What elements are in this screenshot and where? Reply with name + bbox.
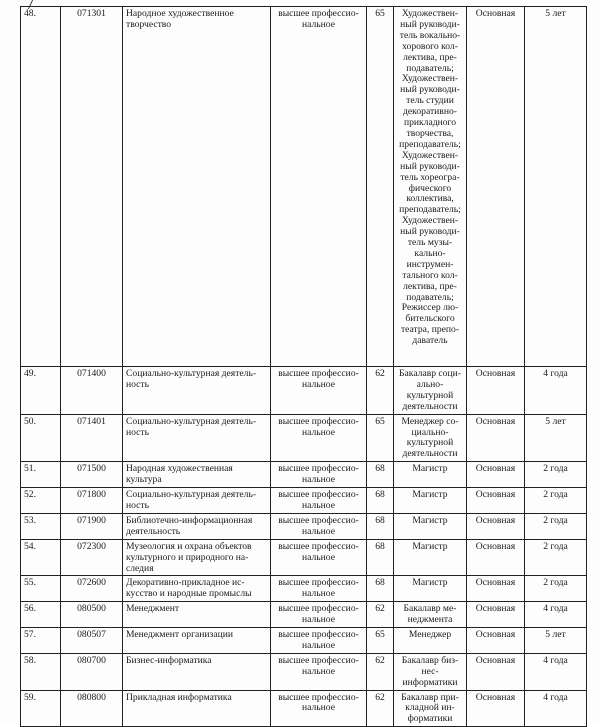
- education-level: высшее профессио-нальное: [271, 488, 367, 514]
- program-kind: Основная: [467, 690, 525, 727]
- qualification: Бакалавр соци-ально-культурной деятельности: [394, 367, 467, 415]
- education-level: высшее профессио-нальное: [271, 414, 367, 462]
- program-kind: Основная: [467, 367, 525, 415]
- qualification: Менеджер: [394, 628, 467, 654]
- education-level: высшее профессио-нальное: [271, 602, 367, 628]
- program-code: 080507: [61, 628, 123, 654]
- program-kind: Основная: [467, 513, 525, 539]
- qualification: Магистр: [394, 539, 467, 576]
- program-name: Музеология и охрана объектов культурного и природного на-следия: [123, 539, 271, 576]
- table-row: [21, 539, 587, 576]
- row-number: 50.: [21, 414, 61, 462]
- row-number: 51.: [21, 462, 61, 488]
- program-kind: Основная: [467, 628, 525, 654]
- study-term: 2 года: [525, 539, 587, 576]
- row-number: 56.: [21, 602, 61, 628]
- program-kind: Основная: [467, 488, 525, 514]
- program-name: Народное художественное творчество: [123, 7, 271, 367]
- study-term: 5 лет: [525, 414, 587, 462]
- row-number: 49.: [21, 367, 61, 415]
- table-row: [21, 462, 587, 488]
- table-row: [21, 653, 587, 690]
- study-term: 5 лет: [525, 7, 587, 367]
- program-kind: Основная: [467, 7, 525, 367]
- row-number: 58.: [21, 653, 61, 690]
- program-name: Социально-культурная деятель-ность: [123, 414, 271, 462]
- education-level: высшее профессио-нальное: [271, 367, 367, 415]
- program-code: 071301: [61, 7, 123, 367]
- qualification-code: 65: [367, 628, 394, 654]
- table-row: [21, 367, 587, 415]
- program-name: Менеджмент организации: [123, 628, 271, 654]
- program-code: 071900: [61, 513, 123, 539]
- qualification-code: 62: [367, 367, 394, 415]
- qualification: Бакалавр биз-нес-информатики: [394, 653, 467, 690]
- qualification-code: 62: [367, 690, 394, 727]
- program-code: 080700: [61, 653, 123, 690]
- qualification-code: 68: [367, 488, 394, 514]
- programs-table: [20, 6, 587, 727]
- program-name: Декоративно-прикладное ис-кусство и народные промыслы: [123, 576, 271, 602]
- table-row: [21, 7, 587, 367]
- program-kind: Основная: [467, 602, 525, 628]
- program-name: Библиотечно-информационная деятельность: [123, 513, 271, 539]
- qualification: Бакалавр ме-неджмента: [394, 602, 467, 628]
- table-row: [21, 576, 587, 602]
- program-code: 072600: [61, 576, 123, 602]
- program-name: Менеджмент: [123, 602, 271, 628]
- program-kind: Основная: [467, 576, 525, 602]
- table-row: [21, 488, 587, 514]
- program-code: 080500: [61, 602, 123, 628]
- qualification: Магистр: [394, 488, 467, 514]
- study-term: 2 года: [525, 462, 587, 488]
- qualification: Магистр: [394, 513, 467, 539]
- qualification: Бакалавр при-кладной ин-форматики: [394, 690, 467, 727]
- study-term: 4 года: [525, 690, 587, 727]
- qualification-code: 65: [367, 7, 394, 367]
- program-kind: Основная: [467, 414, 525, 462]
- education-level: высшее профессио-нальное: [271, 539, 367, 576]
- row-number: 54.: [21, 539, 61, 576]
- education-level: высшее профессио-нальное: [271, 690, 367, 727]
- row-number: 52.: [21, 488, 61, 514]
- education-level: высшее профессио-нальное: [271, 513, 367, 539]
- program-name: Бизнес-информатика: [123, 653, 271, 690]
- qualification: Художествен-ный руководи-тель вокально-хорового кол-лектива, пре-подаватель; Художествен-ный руководи-тель студии декоративно-прикладного творчества, преподаватель; Художествен-ный руководи-тель хореогра-фического коллектива, преподаватель; Художествен-ный руководи-тель музы-кально-инструмен-тального кол-лектива, пре-подаватель; Режиссер лю-бительского театра, препо-даватель: [394, 7, 467, 367]
- program-code: 072300: [61, 539, 123, 576]
- program-kind: Основная: [467, 653, 525, 690]
- table-row: [21, 513, 587, 539]
- row-number: 59.: [21, 690, 61, 727]
- row-number: 53.: [21, 513, 61, 539]
- study-term: 4 года: [525, 602, 587, 628]
- qualification-code: 62: [367, 653, 394, 690]
- row-number: 57.: [21, 628, 61, 654]
- row-number: 55.: [21, 576, 61, 602]
- row-number: 48.: [21, 7, 61, 367]
- study-term: 4 года: [525, 653, 587, 690]
- study-term: 2 года: [525, 513, 587, 539]
- program-code: 071800: [61, 488, 123, 514]
- program-kind: Основная: [467, 462, 525, 488]
- table-row: [21, 414, 587, 462]
- program-name: Прикладная информатика: [123, 690, 271, 727]
- qualification-code: 68: [367, 513, 394, 539]
- education-level: высшее профессио-нальное: [271, 462, 367, 488]
- table-row: [21, 690, 587, 727]
- qualification-code: 68: [367, 539, 394, 576]
- program-code: 071401: [61, 414, 123, 462]
- program-code: 071400: [61, 367, 123, 415]
- qualification-code: 68: [367, 462, 394, 488]
- qualification: Магистр: [394, 576, 467, 602]
- education-level: высшее профессио-нальное: [271, 576, 367, 602]
- education-level: высшее профессио-нальное: [271, 7, 367, 367]
- study-term: 2 года: [525, 576, 587, 602]
- study-term: 2 года: [525, 488, 587, 514]
- education-level: высшее профессио-нальное: [271, 628, 367, 654]
- qualification: Менеджер со-циально-культурной деятельности: [394, 414, 467, 462]
- qualification: Магистр: [394, 462, 467, 488]
- qualification-code: 65: [367, 414, 394, 462]
- program-name: Народная художественная культура: [123, 462, 271, 488]
- program-name: Социально-культурная деятель-ность: [123, 488, 271, 514]
- program-kind: Основная: [467, 539, 525, 576]
- table-row: [21, 602, 587, 628]
- program-code: 080800: [61, 690, 123, 727]
- study-term: 4 года: [525, 367, 587, 415]
- qualification-code: 68: [367, 576, 394, 602]
- education-level: высшее профессио-нальное: [271, 653, 367, 690]
- table-row: [21, 628, 587, 654]
- study-term: 5 лет: [525, 628, 587, 654]
- qualification-code: 62: [367, 602, 394, 628]
- program-code: 071500: [61, 462, 123, 488]
- program-name: Социально-культурная деятель-ность: [123, 367, 271, 415]
